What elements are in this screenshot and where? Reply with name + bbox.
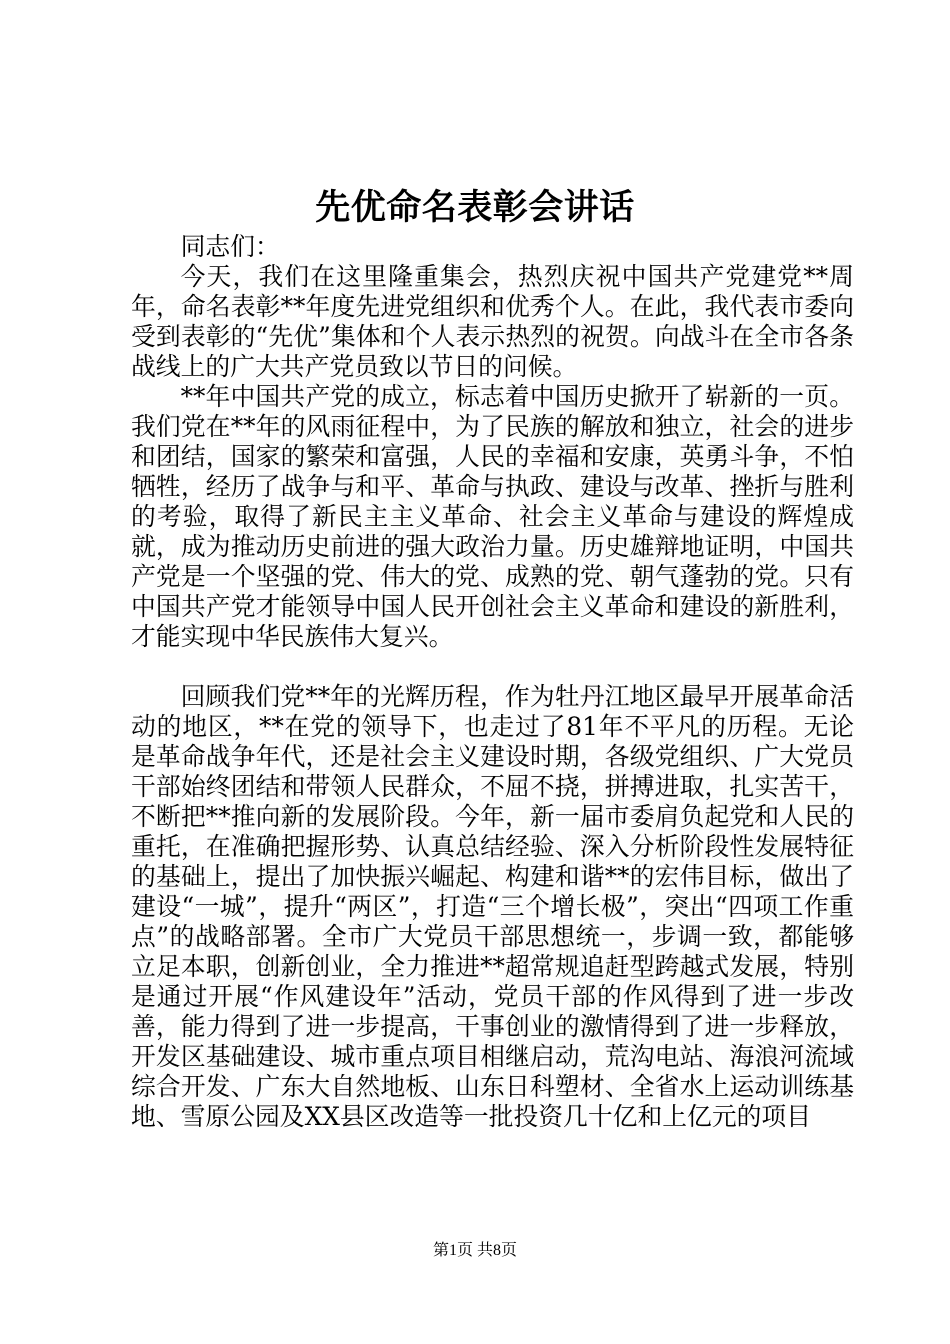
document-body — [131, 232, 854, 1132]
body-paragraph: 今天，我们在这里隆重集会，热烈庆祝中国共产党建党**周年，命名表彰**年度先进党组织和优秀个人。在此，我代表市委向受到表彰的“先优”集体和个人表示热烈的祝贺。向战斗在全市各条战线上的广大共产党员致以节日的问候。 — [131, 262, 854, 381]
document-title: 先优命名表彰会讲话 — [315, 187, 635, 228]
page-number-footer: 第1页 共8页 — [432, 1242, 517, 1259]
body-paragraph: 回顾我们党**年的光辉历程，作为牡丹江地区最早开展革命活动的地区，**在党的领导下，也走过了81年不平凡的历程。无论是革命战争年代，还是社会主义建设时期，各级党组织、广大党员干部始终团结和带领人民群众，不屈不挠，拼搏进取，扎实苦干，不断把**推向新的发展阶段。今年，新一届市委肩负起党和人民的重托，在准确把握形势、认真总结经验、深入分析阶段性发展特征的基础上，提出了加快振兴崛起、构建和谐**的宏伟目标，做出了建设“一城”，提升“两区”，打造“三个增长极”，突出“四项工作重点”的战略部署。全市广大党员干部思想统一，步调一致，都能够立足本职，创新创业，全力推进**超常规追赶型跨越式发展，特别是通过开展“作风建设年”活动，党员干部的作风得到了进一步改善，能力得到了进一步提高，干事创业的激情得到了进一步释放，开发区基础建设、城市重点项目相继启动，荒沟电站、海浪河流域综合开发、广东大自然地板、山东日科塑材、全省水上运动训练基地、雪原公园及XX县区改造等一批投资几十亿和上亿元的项目 — [131, 682, 854, 1131]
body-paragraph: **年中国共产党的成立，标志着中国历史掀开了崭新的一页。我们党在**年的风雨征程中，为了民族的解放和独立，社会的进步和团结，国家的繁荣和富强，人民的幸福和安康，英勇斗争，不怕牺牲，经历了战争与和平、革命与执政、建设与改革、挫折与胜利的考验，取得了新民主主义革命、社会主义革命与建设的辉煌成就，成为推动历史前进的强大政治力量。历史雄辩地证明，中国共产党是一个坚强的党、伟大的党、成熟的党、朝气蓬勃的党。只有中国共产党才能领导中国人民开创社会主义革命和建设的新胜利，才能实现中华民族伟大复兴。 — [131, 382, 854, 651]
salutation-paragraph: 同志们： — [180, 232, 280, 261]
